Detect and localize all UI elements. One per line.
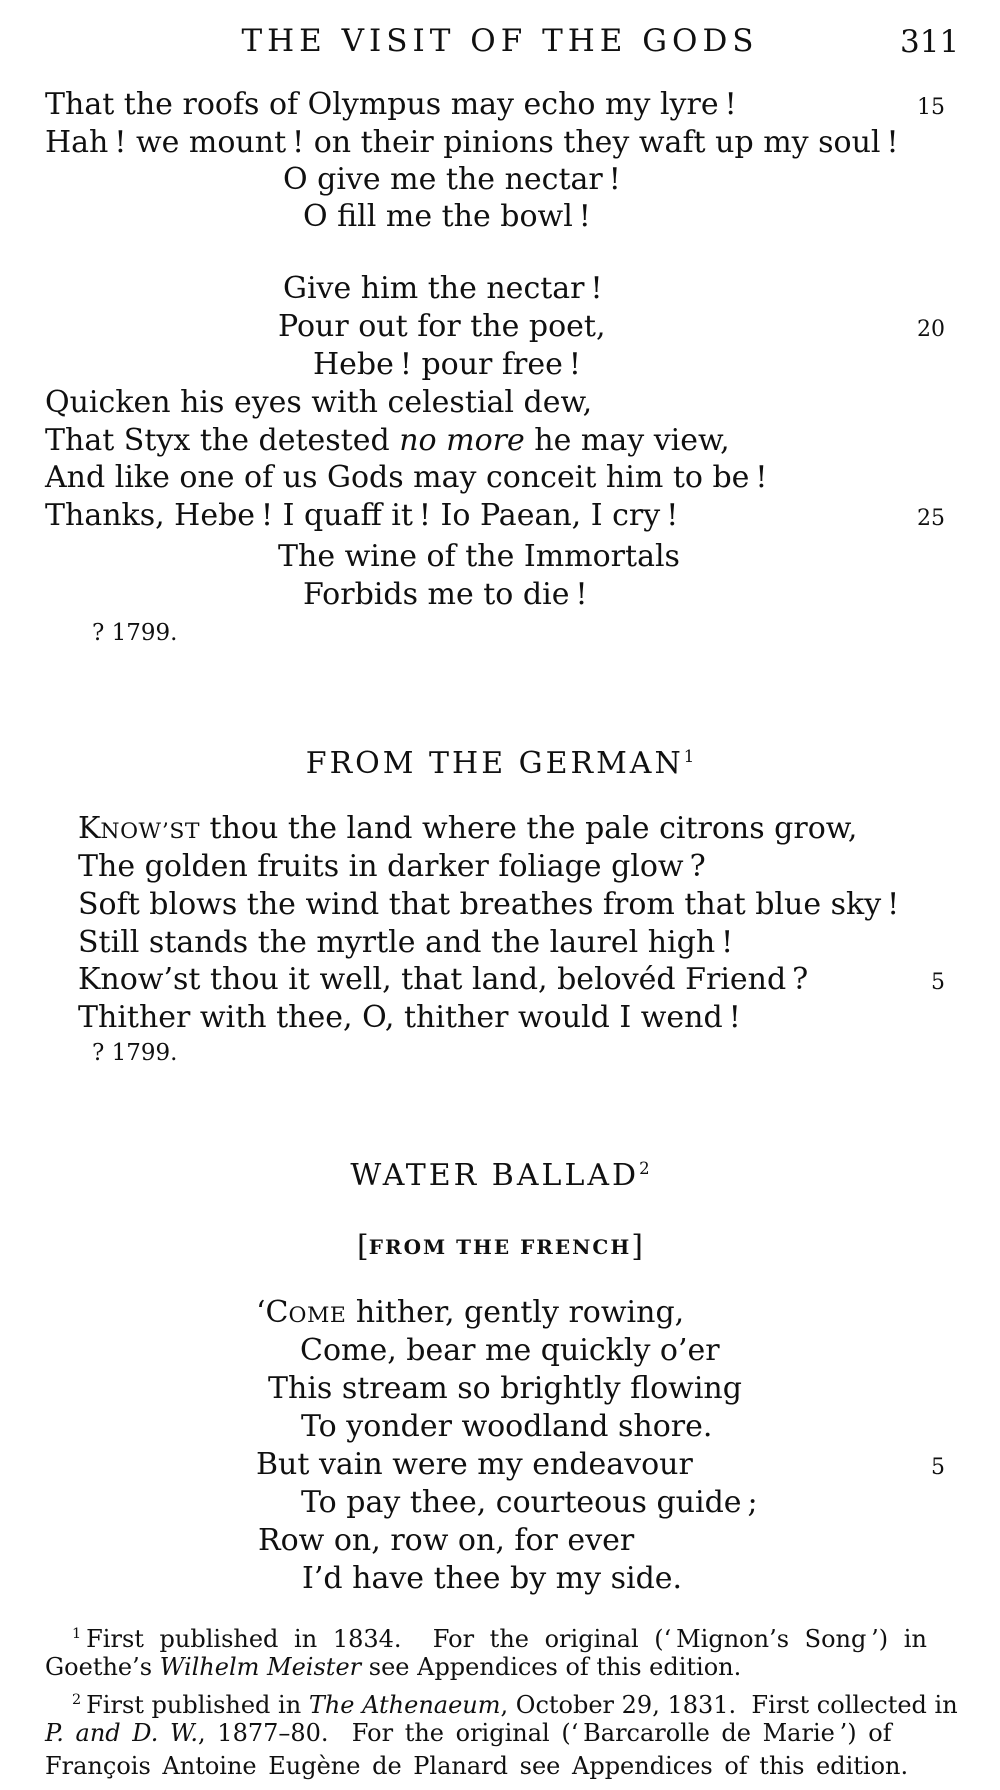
footnote-marker: 1	[683, 747, 695, 766]
poem-line: And like one of us Gods may conceit him to be !	[45, 460, 768, 495]
poem-line: Know’st thou it well, that land, belovéd Friend ?	[78, 962, 809, 997]
footnote-line: François Antoine Eugène de Planard see Appendices of this edition.	[45, 1752, 909, 1780]
page-number: 311	[900, 24, 960, 60]
poem-line: O fill me the bowl !	[303, 199, 591, 234]
poem-line: To pay thee, courteous guide ;	[301, 1485, 758, 1520]
poem-date: ? 1799.	[92, 620, 178, 646]
text-segment: First published in 1834. For the original (‘ Mignon’s Song ’) in	[86, 1625, 927, 1653]
poem-line: Hebe ! pour free !	[313, 347, 581, 382]
text-segment: thou the land where the pale citrons grow,	[200, 811, 858, 846]
poem-line: Forbids me to die !	[303, 577, 588, 612]
small-caps-segment: NOW’ST	[100, 819, 200, 844]
italic-segment: P. and D. W.	[45, 1719, 199, 1747]
text-segment: , October 29, 1831. First collected in	[500, 1691, 958, 1719]
italic-segment: no more	[399, 423, 525, 458]
poem-line: Pour out for the poet,	[278, 309, 606, 344]
heading-text: WATER BALLAD	[350, 1158, 640, 1193]
footnote-line	[72, 1620, 927, 1653]
poem-line: Thither with thee, O, thither would I wend !	[78, 1000, 741, 1035]
small-caps-segment: OME	[288, 1303, 347, 1328]
poem-date: ? 1799.	[92, 1040, 178, 1066]
footnote-line	[45, 1719, 892, 1747]
subtitle-text: FROM THE FRENCH	[368, 1235, 632, 1259]
section-heading-water-ballad	[0, 1152, 1000, 1193]
text-segment: see Appendices of this edition.	[361, 1653, 742, 1681]
line-number: 15	[917, 95, 945, 120]
open-bracket: [	[357, 1229, 369, 1264]
italic-segment: Wilhelm Meister	[159, 1653, 362, 1681]
poem-line: The wine of the Immortals	[278, 539, 680, 574]
running-header-title: THE VISIT OF THE GODS	[241, 23, 759, 59]
lead-cap: ‘C	[256, 1295, 289, 1330]
poem-line: Quicken his eyes with celestial dew,	[45, 385, 593, 420]
poem-line	[256, 1296, 684, 1333]
poem-line	[45, 424, 730, 458]
poem-line: But vain were my endeavour	[256, 1447, 693, 1482]
poem-subtitle	[0, 1228, 1000, 1264]
poem-line: Thanks, Hebe ! I quaff it ! Io Paean, I cry !	[45, 498, 679, 533]
section-heading-from-the-german	[0, 740, 1000, 781]
line-number: 20	[917, 317, 945, 342]
poem-line: Still stands the myrtle and the laurel high !	[78, 925, 734, 960]
line-number: 5	[931, 1455, 945, 1480]
poem-line: That the roofs of Olympus may echo my lyre !	[45, 87, 737, 122]
footnote-line	[72, 1686, 958, 1719]
lead-cap: K	[78, 811, 101, 846]
text-segment: he may view,	[524, 423, 730, 458]
text-segment: hither, gently rowing,	[346, 1295, 685, 1330]
footnote-marker: 2	[72, 1692, 82, 1708]
text-segment: Goethe’s	[45, 1653, 160, 1681]
poem-line: To yonder woodland shore.	[301, 1409, 713, 1444]
poem-line: This stream so brightly flowing	[268, 1371, 742, 1406]
text-segment: , 1877–80. For the original (‘ Barcarolle de Marie ’) of	[198, 1719, 892, 1747]
footnote-marker: 2	[639, 1159, 650, 1178]
text-segment: That Styx the detested	[45, 423, 400, 458]
poem-line: Soft blows the wind that breathes from that blue sky !	[78, 887, 900, 922]
poem-line: Give him the nectar !	[283, 271, 603, 306]
poem-line: Row on, row on, for ever	[258, 1523, 635, 1558]
poem-line	[78, 812, 857, 849]
poem-line: The golden fruits in darker foliage glow ?	[78, 849, 706, 884]
poem-line: I’d have thee by my side.	[302, 1561, 683, 1596]
poem-line: O give me the nectar !	[283, 162, 621, 197]
poem-line: Hah ! we mount ! on their pinions they waft up my soul !	[45, 125, 899, 160]
line-number: 25	[917, 506, 945, 531]
footnote-marker: 1	[72, 1626, 82, 1642]
text-segment: First published in	[86, 1691, 309, 1719]
footnote-line	[45, 1653, 741, 1681]
line-number: 5	[931, 970, 945, 995]
italic-segment: The Athenaeum	[308, 1691, 501, 1719]
close-bracket: ]	[631, 1229, 643, 1264]
poem-line: Come, bear me quickly o’er	[300, 1333, 720, 1368]
heading-text: FROM THE GERMAN	[305, 746, 684, 781]
